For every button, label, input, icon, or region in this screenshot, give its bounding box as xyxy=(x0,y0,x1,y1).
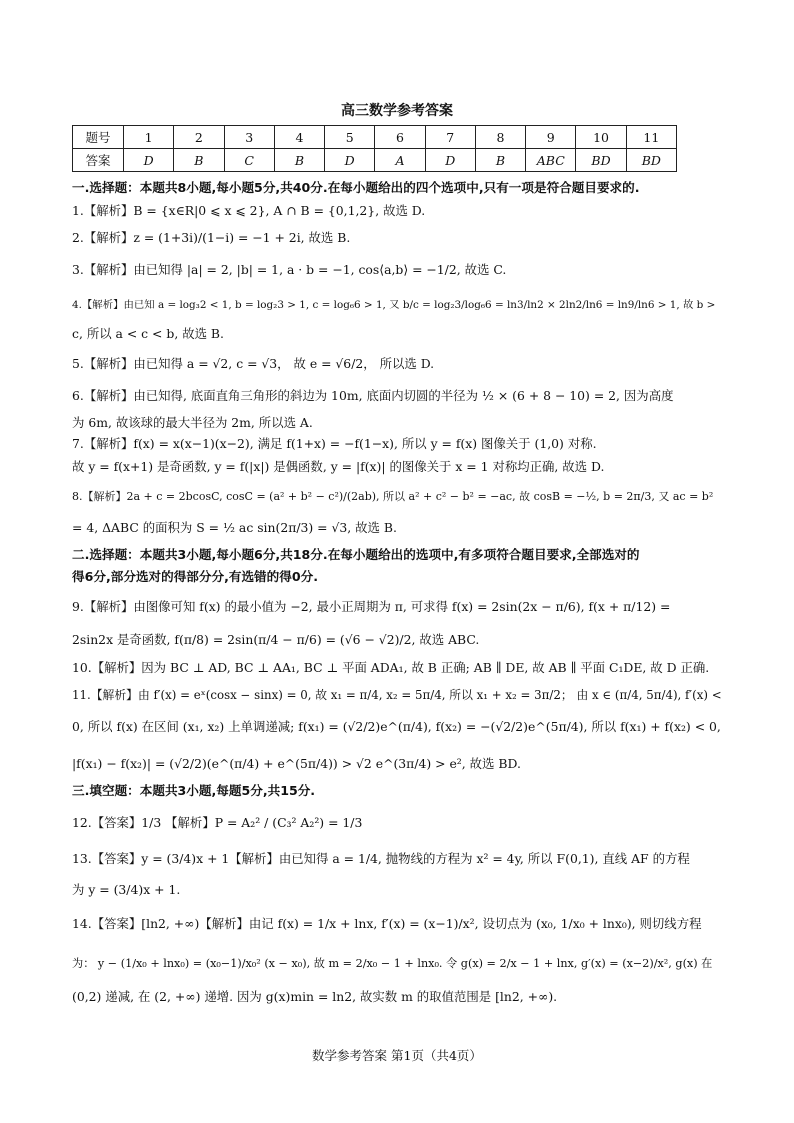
answer-table xyxy=(72,125,677,172)
row-header-answer: 答案 xyxy=(73,149,124,172)
answer-cell: BD xyxy=(626,149,676,172)
solution-q6-line1: 6.【解析】由已知得, 底面直角三角形的斜边为 10m, 底面内切圆的半径为 ½ × (6 + 8 − 10) = 2, 因为高度 xyxy=(72,388,674,403)
question-number: 10 xyxy=(576,126,626,149)
question-number: 11 xyxy=(626,126,676,149)
section2-heading-line2: 得6分,部分选对的得部分分,有选错的得0分. xyxy=(72,569,318,584)
solution-q14-line3: (0,2) 递减, 在 (2, +∞) 递增. 因为 g(x)min = ln2, 故实数 m 的取值范围是 [ln2, +∞). xyxy=(72,989,558,1004)
answer-cell: D xyxy=(425,149,475,172)
solution-q4-line1: 4.【解析】由已知 a = log₃2 < 1, b = log₂3 > 1, c = log₆6 > 1, 又 b/c = log₂3/log₆6 = ln3/ln2 × 2ln2/ln6 = ln9/ln6 > 1, 故 b > xyxy=(72,299,716,311)
answer-cell: B xyxy=(475,149,525,172)
solution-q8-line2: = 4, ΔABC 的面积为 S = ½ ac sin(2π/3) = √3, 故选 B. xyxy=(72,520,397,535)
solution-q9-line2: 2sin2x 是奇函数, f(π/8) = 2sin(π/4 − π/6) = (√6 − √2)/2, 故选 ABC. xyxy=(72,632,480,647)
solution-q3: 3.【解析】由已知得 |a| = 2, |b| = 1, a · b = −1, cos⟨a,b⟩ = −1/2, 故选 C. xyxy=(72,262,507,277)
question-number: 5 xyxy=(325,126,375,149)
solution-q8-line1: 8.【解析】2a + c = 2bcosC, cosC = (a² + b² − c²)/(2ab), 所以 a² + c² − b² = −ac, 故 cosB = −½, b = 2π/3, 又 ac = b² xyxy=(72,490,714,503)
question-number: 2 xyxy=(174,126,224,149)
answer-cell: D xyxy=(124,149,174,172)
solution-q11-line1: 11.【解析】由 f′(x) = eˣ(cosx − sinx) = 0, 故 x₁ = π/4, x₂ = 5π/4, 所以 x₁ + x₂ = 3π/2； 由 x ∈ (π/4, 5π/4), f′(x) < xyxy=(72,688,722,702)
section1-heading: 一.选择题：本题共8小题,每小题5分,共40分.在每小题给出的四个选项中,只有一项是符合题目要求的. xyxy=(72,180,640,195)
question-number: 7 xyxy=(425,126,475,149)
answer-cell: C xyxy=(224,149,274,172)
question-number: 8 xyxy=(475,126,525,149)
section3-heading: 三.填空题：本题共3小题,每题5分,共15分. xyxy=(72,783,316,798)
solution-q11-line2: 0, 所以 f(x) 在区间 (x₁, x₂) 上单调递减; f(x₁) = (√2/2)e^(π/4), f(x₂) = −(√2/2)e^(5π/4), 所以 f(x₁) + f(x₂) < 0, xyxy=(72,719,721,734)
answer-cell: A xyxy=(375,149,425,172)
answer-cell: B xyxy=(174,149,224,172)
question-number: 4 xyxy=(274,126,324,149)
answer-cell: B xyxy=(274,149,324,172)
question-number: 1 xyxy=(124,126,174,149)
question-number: 9 xyxy=(526,126,576,149)
section2-heading-line1: 二.选择题：本题共3小题,每小题6分,共18分.在每小题给出的选项中,有多项符合题目要求,全部选对的 xyxy=(72,547,640,562)
page-footer: 数学参考答案 第1页（共4页） xyxy=(312,1048,482,1063)
answer-cell: D xyxy=(325,149,375,172)
solution-q5: 5.【解析】由已知得 a = √2, c = √3， 故 e = √6/2， 所以选 D. xyxy=(72,356,435,371)
table-row xyxy=(73,149,677,172)
solution-q12: 12.【答案】1/3 【解析】P = A₂² / (C₃² A₂²) = 1/3 xyxy=(72,815,363,830)
solution-q7-line2: 故 y = f(x+1) 是奇函数, y = f(|x|) 是偶函数, y = |f(x)| 的图像关于 x = 1 对称均正确, 故选 D. xyxy=(72,459,605,474)
answer-cell: ABC xyxy=(526,149,576,172)
solution-q7-line1: 7.【解析】f(x) = x(x−1)(x−2), 满足 f(1+x) = −f(1−x), 所以 y = f(x) 图像关于 (1,0) 对称. xyxy=(72,436,597,451)
table-row xyxy=(73,126,677,149)
page-title: 高三数学参考答案 xyxy=(341,103,453,119)
solution-q14-line1: 14.【答案】[ln2, +∞)【解析】由记 f(x) = 1/x + lnx, f′(x) = (x−1)/x², 设切点为 (x₀, 1/x₀ + lnx₀), 则切线方程 xyxy=(72,916,702,931)
row-header-number: 题号 xyxy=(73,126,124,149)
solution-q2: 2.【解析】z = (1+3i)/(1−i) = −1 + 2i, 故选 B. xyxy=(72,230,351,245)
solution-q11-line3: |f(x₁) − f(x₂)| = (√2/2)(e^(π/4) + e^(5π/4)) > √2 e^(3π/4) > e², 故选 BD. xyxy=(72,756,521,771)
solution-q4-line2: c, 所以 a < c < b, 故选 B. xyxy=(72,326,224,341)
solution-q9-line1: 9.【解析】由图像可知 f(x) 的最小值为 −2, 最小正周期为 π, 可求得 f(x) = 2sin(2x − π/6), f(x + π/12) = xyxy=(72,599,671,614)
solution-q13-line1: 13.【答案】y = (3/4)x + 1【解析】由已知得 a = 1/4, 抛物线的方程为 x² = 4y, 所以 F(0,1), 直线 AF 的方程 xyxy=(72,851,690,866)
solution-q10: 10.【解析】因为 BC ⊥ AD, BC ⊥ AA₁, BC ⊥ 平面 ADA₁, 故 B 正确; AB ∥ DE, 故 AB ∥ 平面 C₁DE, 故 D 正确. xyxy=(72,660,710,675)
solution-q6-line2: 为 6m, 故该球的最大半径为 2m, 所以选 A. xyxy=(72,415,313,430)
solution-q13-line2: 为 y = (3/4)x + 1. xyxy=(72,882,181,897)
answer-cell: BD xyxy=(576,149,626,172)
solution-q14-line2: 为： y − (1/x₀ + lnx₀) = (x₀−1)/x₀² (x − x₀), 故 m = 2/x₀ − 1 + lnx₀. 令 g(x) = 2/x − 1 + lnx, g′(x) = (x−2)/x², g(x) 在 xyxy=(72,957,713,970)
question-number: 3 xyxy=(224,126,274,149)
question-number: 6 xyxy=(375,126,425,149)
solution-q1: 1.【解析】B = {x∈R|0 ⩽ x ⩽ 2}, A ∩ B = {0,1,2}, 故选 D. xyxy=(72,203,426,218)
